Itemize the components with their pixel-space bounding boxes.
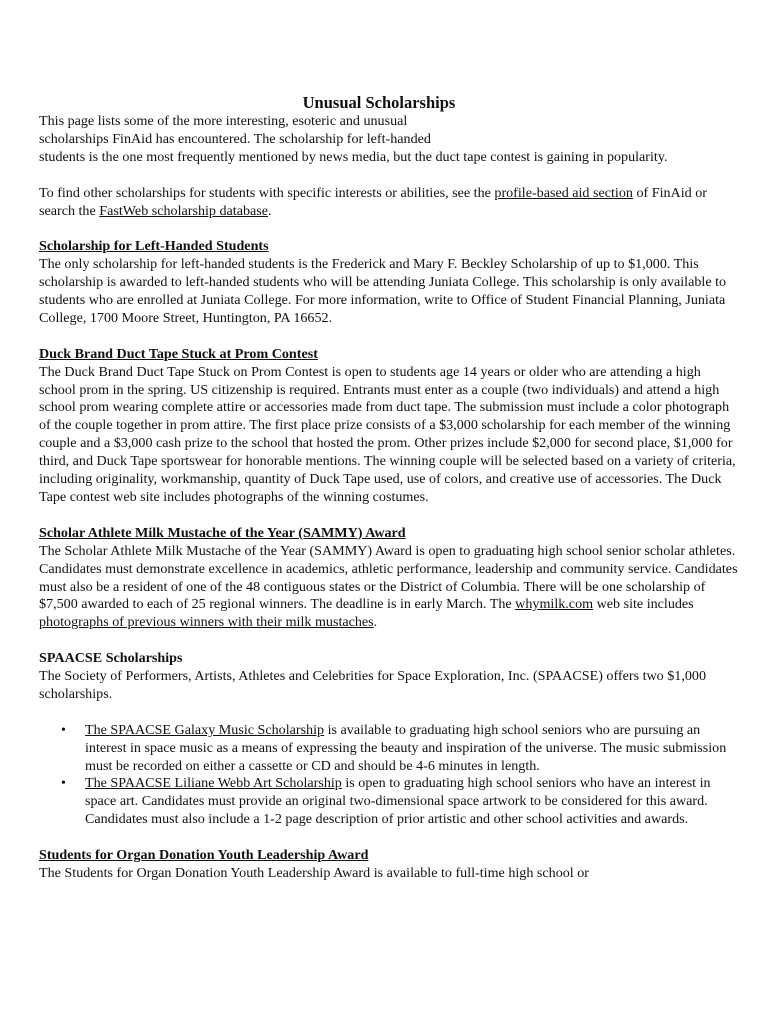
spaacse-heading: SPAACSE Scholarships	[39, 650, 183, 667]
list-item	[39, 775, 739, 829]
find-paragraph	[39, 185, 739, 221]
find-text-middle: of FinAid or search the	[39, 184, 707, 219]
find-text-prefix: To find other scholarships for students with specific interests or abilities, see the	[39, 184, 495, 201]
sammy-heading: Scholar Athlete Milk Mustache of the Year (SAMMY) Award	[39, 524, 406, 541]
galaxy-music-scholarship-link[interactable]: The SPAACSE Galaxy Music Scholarship	[85, 721, 325, 738]
organ-donation-body: The Students for Organ Donation Youth Leadership Award is available to full-time high school or	[39, 864, 589, 881]
sammy-body	[39, 543, 739, 633]
intro-line-3: students is the one most frequently mentioned by news media, but the duct tape contest is gaining in popularity.	[39, 148, 668, 165]
liliane-webb-description: is open to graduating high school seniors who have an interest in space art. Candidates must provide an original two-dimensional space artwork to be considered for this award. Candidates must also include a 1-2 page description of prior artistic and other school activities and awards.	[85, 775, 711, 828]
list-item	[39, 722, 739, 776]
bullet-icon: •	[61, 721, 66, 738]
duct-tape-body: The Duck Brand Duct Tape Stuck on Prom Contest is open to students age 14 years or older who are attending a high school prom in the spring. US citizenship is required. Entrants must enter as a couple (two individuals) and attend a high school prom wearing complete attire or accessories made from duct tape. The submission must include a color photograph of the couple together in prom attire. The first place prize consists of a $3,000 scholarship for each member of the winning couple and a $3,000 cash prize to the school that hosted the prom. Other prizes include $2,000 for second place, $1,000 for third, and Duck Tape sportswear for honorable mentions. The winning couple will be selected based on a variety of criteria, including originality, workmanship, quantity of Duck Tape used, use of colors, and creative use of accessories. The Duck Tape contest web site includes photographs of the winning costumes.	[39, 363, 736, 505]
spaacse-body: The Society of Performers, Artists, Athletes and Celebrities for Space Exploration, Inc. (SPAACSE) offers two $1,000 scholarships.	[39, 668, 706, 702]
left-handed-heading: Scholarship for Left-Handed Students	[39, 238, 269, 255]
liliane-webb-art-scholarship-link[interactable]: The SPAACSE Liliane Webb Art Scholarship	[85, 775, 342, 792]
sammy-body-middle: web site includes	[593, 596, 694, 613]
spaacse-list	[39, 722, 739, 829]
whymilk-link[interactable]: whymilk.com	[515, 596, 594, 613]
document-page	[39, 93, 739, 883]
fastweb-link[interactable]: FastWeb scholarship database	[99, 202, 268, 219]
page-title: Unusual Scholarships	[302, 93, 456, 112]
intro-line-1: This page lists some of the more interesting, esoteric and unusual	[39, 113, 408, 129]
find-text-suffix: .	[268, 202, 272, 219]
sammy-body-text: The Scholar Athlete Milk Mustache of the Year (SAMMY) Award is open to graduating high school senior scholar athletes. Candidates must demonstrate excellence in academics, athletic performance, leadership and community service. Candidates must also be a resident of one of the 48 contiguous states or the District of Columbia. There will be one scholarship of $7,500 awarded to each of 25 regional winners. The deadline is in early March. The	[39, 542, 738, 613]
milk-winners-photos-link[interactable]: photographs of previous winners with their milk mustaches	[39, 614, 374, 631]
bullet-icon: •	[61, 775, 66, 792]
sammy-body-suffix: .	[373, 614, 378, 631]
galaxy-music-description: is available to graduating high school seniors who are pursuing an interest in space music as a means of expressing the beauty and inspiration of the universe. The music submission must be recorded on either a cassette or CD and should be 4-6 minutes in length.	[85, 721, 727, 774]
intro-line-2: scholarships FinAid has encountered. The scholarship for left-handed	[39, 130, 431, 147]
profile-aid-link[interactable]: profile-based aid section	[494, 184, 633, 201]
left-handed-body: The only scholarship for left-handed students is the Frederick and Mary F. Beckley Scholarship of up to $1,000. This scholarship is awarded to left-handed students who will be attending Juniata College. This scholarship is only available to students who are enrolled at Juniata College. For more information, write to Office of Student Financial Planning, Juniata College, 1700 Moore Street, Huntington, PA 16652.	[39, 256, 727, 326]
duct-tape-heading: Duck Brand Duct Tape Stuck at Prom Contest	[39, 345, 318, 362]
organ-donation-heading: Students for Organ Donation Youth Leadership Award	[39, 847, 369, 864]
intro-paragraph	[39, 113, 739, 167]
